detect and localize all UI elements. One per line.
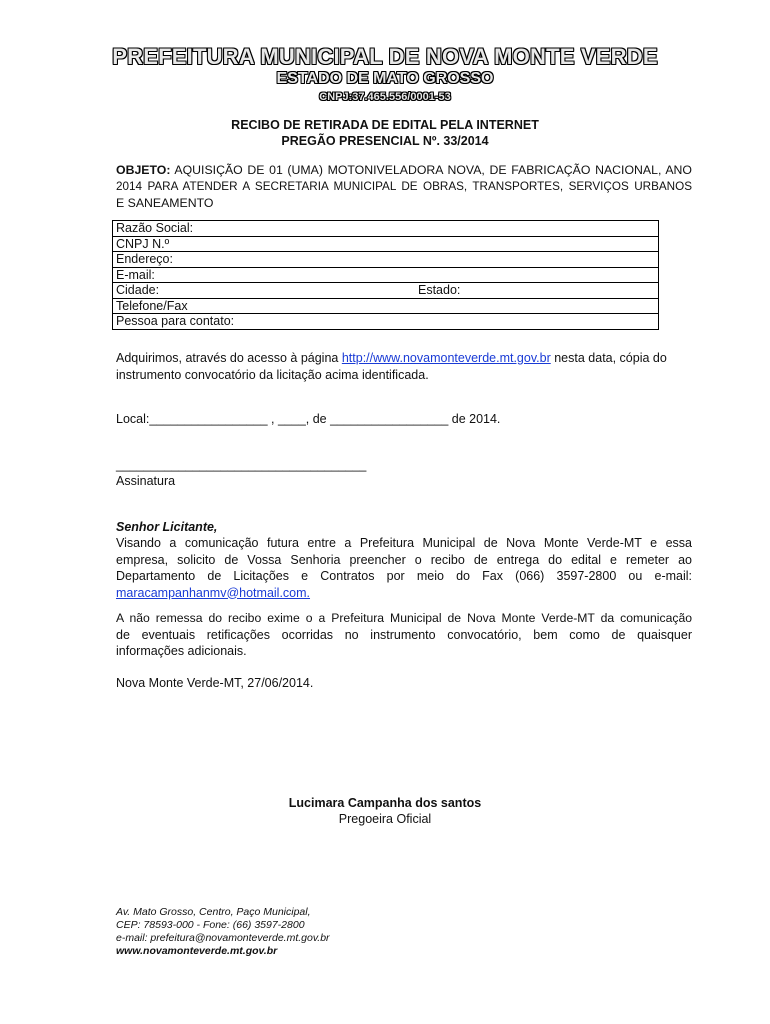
field-cnpj[interactable]: CNPJ N.º bbox=[113, 236, 659, 252]
footer-address: Av. Mato Grosso, Centro, Paço Municipal, bbox=[116, 906, 311, 918]
company-form-table bbox=[112, 220, 659, 330]
acquire-line2: instrumento convocatório da licitação acima identificada. bbox=[116, 367, 429, 382]
notice-salutation: Senhor Licitante, bbox=[116, 520, 218, 534]
footer-email: e-mail: prefeitura@novamonteverde.mt.gov.br bbox=[116, 932, 330, 944]
doc-title-line2: PREGÃO PRESENCIAL Nº. 33/2014 bbox=[281, 134, 489, 148]
remessa-line3: informações adicionais. bbox=[116, 644, 247, 658]
footer-cep: CEP: 78593-000 - Fone: (66) 3597-2800 bbox=[116, 919, 305, 931]
date-line: Nova Monte Verde-MT, 27/06/2014. bbox=[116, 676, 314, 690]
header-cnpj: CNPJ:37.465.556/0001-53 bbox=[319, 91, 451, 103]
doc-title-line1: RECIBO DE RETIRADA DE EDITAL PELA INTERNET bbox=[231, 118, 539, 132]
remessa-paragraph bbox=[116, 610, 692, 660]
objeto-section bbox=[116, 162, 692, 212]
notice-paragraph bbox=[116, 535, 692, 601]
notice-line3: Departamento de Licitações e Contratos por meio do Fax (066) 3597-2800 ou e-mail: bbox=[116, 569, 692, 583]
header-state: ESTADO DE MATO GROSSO bbox=[276, 70, 494, 87]
objeto-line3: E SANEAMENTO bbox=[116, 196, 214, 210]
field-pessoa-contato[interactable]: Pessoa para contato: bbox=[113, 314, 659, 330]
acquire-text2: nesta data, cópia do bbox=[554, 351, 667, 365]
field-email[interactable]: E-mail: bbox=[113, 267, 659, 283]
signature-line: ____________________________________ bbox=[116, 458, 367, 472]
signer-role: Pregoeira Oficial bbox=[338, 812, 432, 826]
signer-name: Lucimara Campanha dos santos bbox=[288, 796, 482, 810]
footer-site: www.novamonteverde.mt.gov.br bbox=[116, 945, 278, 957]
website-link[interactable]: http://www.novamonteverde.mt.gov.br bbox=[341, 351, 551, 365]
field-razao-social[interactable]: Razão Social: bbox=[113, 221, 659, 237]
acquire-text1: Adquirimos, através do acesso à página bbox=[116, 351, 339, 365]
field-endereco[interactable]: Endereço: bbox=[113, 252, 659, 268]
field-telefone[interactable]: Telefone/Fax bbox=[113, 298, 659, 314]
field-cidade-estado[interactable] bbox=[113, 283, 659, 299]
notice-email-link[interactable]: maracampanhanmv@hotmail.com. bbox=[116, 585, 311, 600]
objeto-line1: AQUISIÇÃO DE 01 (UMA) MOTONIVELADORA NOVA, DE FABRICAÇÃO NACIONAL, ANO bbox=[174, 163, 692, 177]
objeto-label: OBJETO: bbox=[116, 163, 171, 177]
acquire-paragraph bbox=[116, 350, 692, 383]
header-title: PREFEITURA MUNICIPAL DE NOVA MONTE VERDE bbox=[112, 44, 658, 69]
notice-line1: Visando a comunicação futura entre a Prefeitura Municipal de Nova Monte Verde-MT e essa bbox=[116, 536, 692, 550]
remessa-line1: A não remessa do recibo exime o a Prefeitura Municipal de Nova Monte Verde-MT da comunicação bbox=[116, 611, 692, 625]
field-cidade: Cidade: bbox=[116, 283, 160, 297]
signature-label: Assinatura bbox=[116, 474, 176, 488]
objeto-line2: 2014 PARA ATENDER A SECRETARIA MUNICIPAL DE OBRAS, TRANSPORTES, SERVIÇOS URBANOS bbox=[116, 179, 692, 193]
notice-line2: empresa, solicito de Vossa Senhoria preencher o recibo de entrega do edital e remeter ao bbox=[116, 552, 692, 567]
remessa-line2: de eventuais retificações ocorridas no instrumento convocatório, bem como de quaisquer bbox=[116, 627, 692, 642]
local-date-line: Local:_________________ , ____, de _________________ de 2014. bbox=[116, 412, 501, 426]
field-estado: Estado: bbox=[418, 283, 461, 297]
